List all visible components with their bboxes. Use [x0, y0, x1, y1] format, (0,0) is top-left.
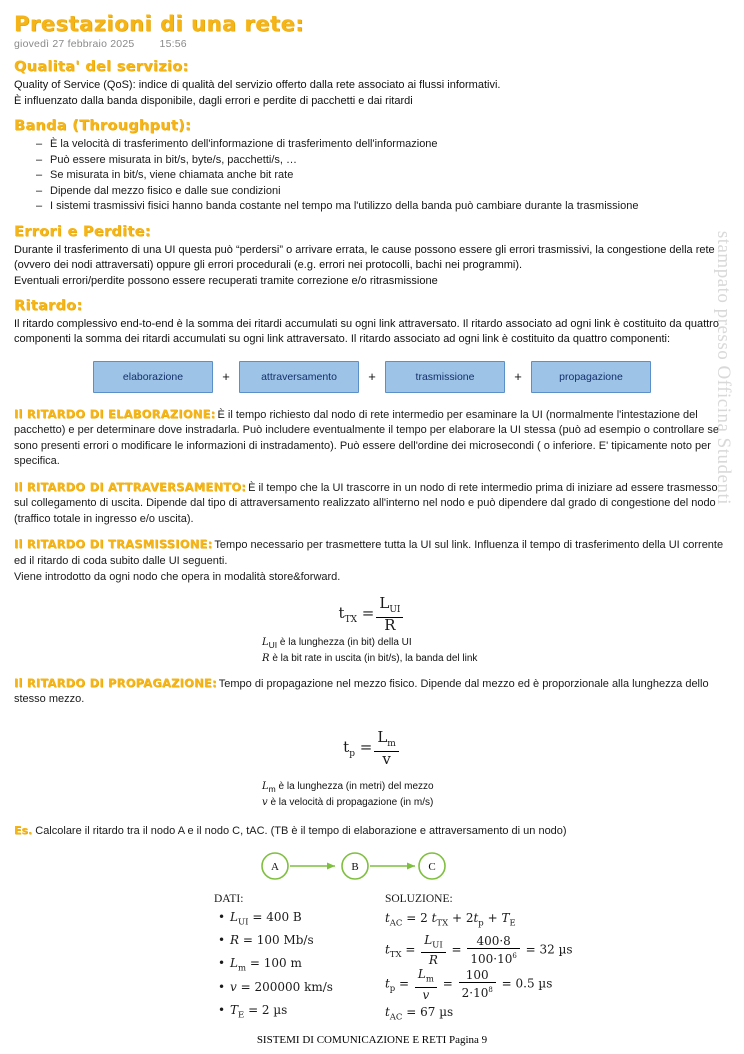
dati-symbol: v	[230, 979, 237, 994]
dati-value: = 400 B	[252, 909, 302, 924]
legend-symbol: L	[262, 780, 269, 792]
document-time: 15:56	[159, 38, 187, 50]
section-ritardo-elaborazione	[14, 407, 730, 470]
solution-equation-3: $t_p$ = $\frac{L_m}{v}$ = $\frac{100}{2\cdot 10^8}$ = 0.5 µs	[384, 967, 553, 1002]
legend-line-1	[262, 780, 730, 796]
legend-symbol: v	[262, 796, 268, 808]
formula-p-fraction	[374, 727, 399, 768]
page-footer: SISTEMI DI COMUNICAZIONE E RETI Pagina 9	[256, 1034, 488, 1046]
exercise-text: Calcolare il ritardo tra il nodo A e il nodo C, tAC. (TB è il tempo di elaborazione e attraversamento di un nodo)	[35, 824, 567, 837]
list-item: – Può essere misurata in bit/s, byte/s, pacchetti/s, …	[48, 153, 730, 169]
exercise-data-block	[214, 893, 333, 1028]
formula-p-num-subscript: m	[387, 738, 396, 749]
list-item	[230, 1001, 333, 1024]
dati-list	[214, 908, 333, 1025]
watermark: stampato presso Officina Studenti	[713, 230, 734, 505]
qos-paragraph-1: Quality of Service (QoS): indice di qualità del servizio offerto dalla rete associato ai flussi informativi.	[14, 79, 501, 91]
node-label-b: B	[351, 860, 359, 873]
formula-tx-lhs	[338, 603, 362, 625]
node-label-a: A	[271, 860, 279, 873]
list-item: – Dipende dal mezzo fisico e dalle sue condizioni	[48, 184, 730, 200]
qos-paragraph-2: È influenzato dalla banda disponibile, dagli errori e perdite di pacchetti e dai ritardi	[14, 95, 413, 107]
ritardo-paragraph-1: Il ritardo complessivo end-to-end è la somma dei ritardi accumulati su ogni link attraversato. Il ritardo associato ad ogni link è costituito da quattro componenti la somma dei ritardi accumulati su ogni link attraversato. Il ritardo associato ad ogni link è costituito da quattro componenti:	[14, 317, 719, 345]
errori-paragraph-2: Eventuali errori/perdite possono essere recuperati tramite correzione e/o ritrasmissione	[14, 274, 438, 287]
dati-value: = 200000 km/s	[240, 979, 333, 994]
formula-tx-subscript: TX	[344, 614, 357, 625]
formula-p-numerator	[374, 727, 399, 752]
legend-line-2	[262, 796, 730, 810]
text-ritardo-elaborazione: È il tempo richiesto dal nodo di rete intermedio per esaminare la UI (normalmente l'intestazione del pacchetto) e per determinare dove instradarla. Può includere eventualmente il tempo per elaborare la UI stessa (può ad esempio o controllare se sono presenti errori o modificare le informazioni di instradamento). Può essere dell'ordine dei microsecondi ( o inferiore. E' tipicamente noto per specifica.	[14, 408, 720, 467]
delay-components-diagram	[14, 361, 730, 393]
heading-qos: Qualita' del servizio:	[14, 59, 189, 75]
flow-box-attraversamento: attraversamento	[239, 361, 359, 393]
list-item	[230, 931, 333, 954]
section-ritardo-propagazione	[14, 676, 730, 708]
list-item: – I sistemi trasmissivi fisici hanno banda costante nel tempo ma l'utilizzo della banda può cambiare durante la trasmissione	[48, 199, 730, 215]
node-label-c: C	[428, 860, 436, 873]
list-item	[230, 978, 333, 1001]
page-title: Prestazioni di una rete:	[14, 12, 305, 36]
text-ritardo-trasmissione-2: Viene introdotto da ogni nodo che opera in modalità store&forward.	[14, 571, 341, 583]
formula-p-denominator: v	[382, 749, 391, 768]
formula-tx-numerator	[376, 593, 403, 618]
list-item: – Se misurata in bit/s, viene chiamata anche bit rate	[48, 168, 730, 184]
dati-subscript: E	[238, 1010, 245, 1021]
section-ritardo-attraversamento	[14, 480, 730, 528]
solution-equation-2: $t_{TX}$ = $\frac{L_{UI}}{R}$ = $\frac{400\cdot 8}{100\cdot 10^6}$ = 32 µs	[384, 932, 573, 968]
legend-text: è la lunghezza (in bit) della UI	[279, 636, 412, 648]
list-item	[230, 908, 333, 931]
list-item: – È la velocità di trasferimento dell'informazione di trasferimento dell'informazione	[48, 137, 730, 153]
node-chain-diagram	[14, 847, 730, 887]
formula-p-num-symbol: L	[377, 727, 388, 746]
dati-value: = 100 m	[249, 956, 302, 971]
exercise-solution-block	[385, 893, 573, 1028]
plus-sign: +	[368, 369, 376, 384]
legend-line-2	[262, 652, 730, 666]
soluzione-title: SOLUZIONE:	[384, 892, 453, 905]
formula-tx-symbol: t	[338, 603, 345, 622]
heading-ritardo: Ritardo:	[14, 297, 83, 314]
legend-line-1	[262, 636, 730, 652]
formula-p-legend	[262, 780, 730, 810]
formula-p-symbol: t	[343, 737, 350, 756]
flow-box-trasmissione: trasmissione	[385, 361, 505, 393]
heading-banda: Banda (Throughput):	[14, 118, 192, 134]
errori-paragraph-1: Durante il trasferimento di una UI questa può “perdersi” o arrivare errata, le cause possono essere gli errori trasmissivi, la congestione della rete (ovvero dei nodi attraversati) oppure gli errori procedurali (e.g. errori nei protocolli, bachi nei programmi).	[14, 243, 715, 271]
formula-tx	[14, 593, 730, 634]
dati-title: DATI:	[214, 892, 244, 905]
exercise-statement	[14, 824, 730, 837]
dati-subscript: UI	[237, 916, 249, 927]
legend-text: è la velocità di propagazione (in m/s)	[270, 796, 434, 808]
exercise-tag: Es.	[14, 823, 33, 837]
formula-tx-equals: =	[361, 603, 375, 622]
node-chain-svg	[257, 847, 487, 885]
dati-value: = 2 µs	[248, 1003, 288, 1018]
formula-tx-num-symbol: L	[379, 593, 390, 612]
formula-tx-denominator: R	[384, 615, 396, 634]
formula-p-lhs	[343, 737, 360, 759]
legend-text: è la lunghezza (in metri) del mezzo	[278, 780, 434, 792]
solution-equation-1: $t_{AC} = 2$ $t_{TX} + 2t_p + T_E$	[384, 910, 516, 928]
heading-errori: Errori e Perdite:	[14, 223, 151, 240]
exercise-solution-area	[14, 893, 730, 1028]
plus-sign: +	[514, 369, 522, 384]
label-ritardo-attraversamento: Il RITARDO DI ATTRAVERSAMENTO:	[14, 479, 247, 494]
legend-text: è la bit rate in uscita (in bit/s), la banda del link	[272, 652, 478, 664]
legend-symbol: R	[262, 652, 270, 664]
text-ritardo-attraversamento: È il tempo che la UI trascorre in un nodo di rete intermedio prima di iniziare ad essere trasmesso sul collegamento di uscita. Dipende dal tipo di attraversamento realizzato all'interno nel nodo e può dipendere dal grado di congestione del nodo (traffico totale in ingresso e/o uscita).	[14, 481, 718, 525]
formula-tx-fraction	[376, 593, 403, 634]
legend-symbol: L	[262, 636, 269, 648]
document-date: giovedì 27 febbraio 2025	[14, 38, 135, 50]
formula-tx-legend	[262, 636, 730, 666]
formula-p	[14, 727, 730, 768]
dati-subscript: m	[237, 963, 247, 974]
label-ritardo-trasmissione: Il RITARDO DI TRASMISSIONE:	[14, 537, 213, 551]
formula-tx-num-subscript: UI	[389, 604, 401, 615]
legend-subscript: m	[268, 783, 276, 794]
plus-sign: +	[222, 369, 230, 384]
solution-equation-4: $t_{AC} = 67$ µs	[384, 1004, 454, 1023]
banda-bullet-list	[14, 137, 730, 215]
section-ritardo-trasmissione	[14, 537, 730, 569]
label-ritardo-elaborazione: Il RITARDO DI ELABORAZIONE:	[14, 406, 216, 421]
text-ritardo-propagazione: Tempo di propagazione nel mezzo fisico. Dipende dal mezzo ed è proporzionale alla lunghezza dello stesso mezzo.	[14, 677, 709, 705]
legend-subscript: UI	[268, 639, 278, 650]
flow-box-propagazione: propagazione	[531, 361, 651, 393]
text-ritardo-trasmissione: Tempo necessario per trasmettere tutta la UI sul link. Influenza il tempo di trasferimento della UI corrente ed il ritardo di coda subito dalle UI seguenti.	[14, 539, 724, 567]
flow-box-elaborazione: elaborazione	[93, 361, 213, 393]
dati-symbol: T	[230, 1003, 239, 1018]
dati-symbol: L	[230, 909, 238, 924]
document-datetime	[14, 38, 730, 50]
dati-value: = 100 Mb/s	[242, 932, 314, 947]
dati-symbol: R	[230, 932, 240, 947]
dati-symbol: L	[230, 956, 238, 971]
formula-p-equals: =	[359, 737, 373, 756]
formula-p-subscript: p	[349, 748, 355, 759]
list-item	[230, 954, 333, 977]
label-ritardo-propagazione: Il RITARDO DI PROPAGAZIONE:	[14, 675, 217, 690]
